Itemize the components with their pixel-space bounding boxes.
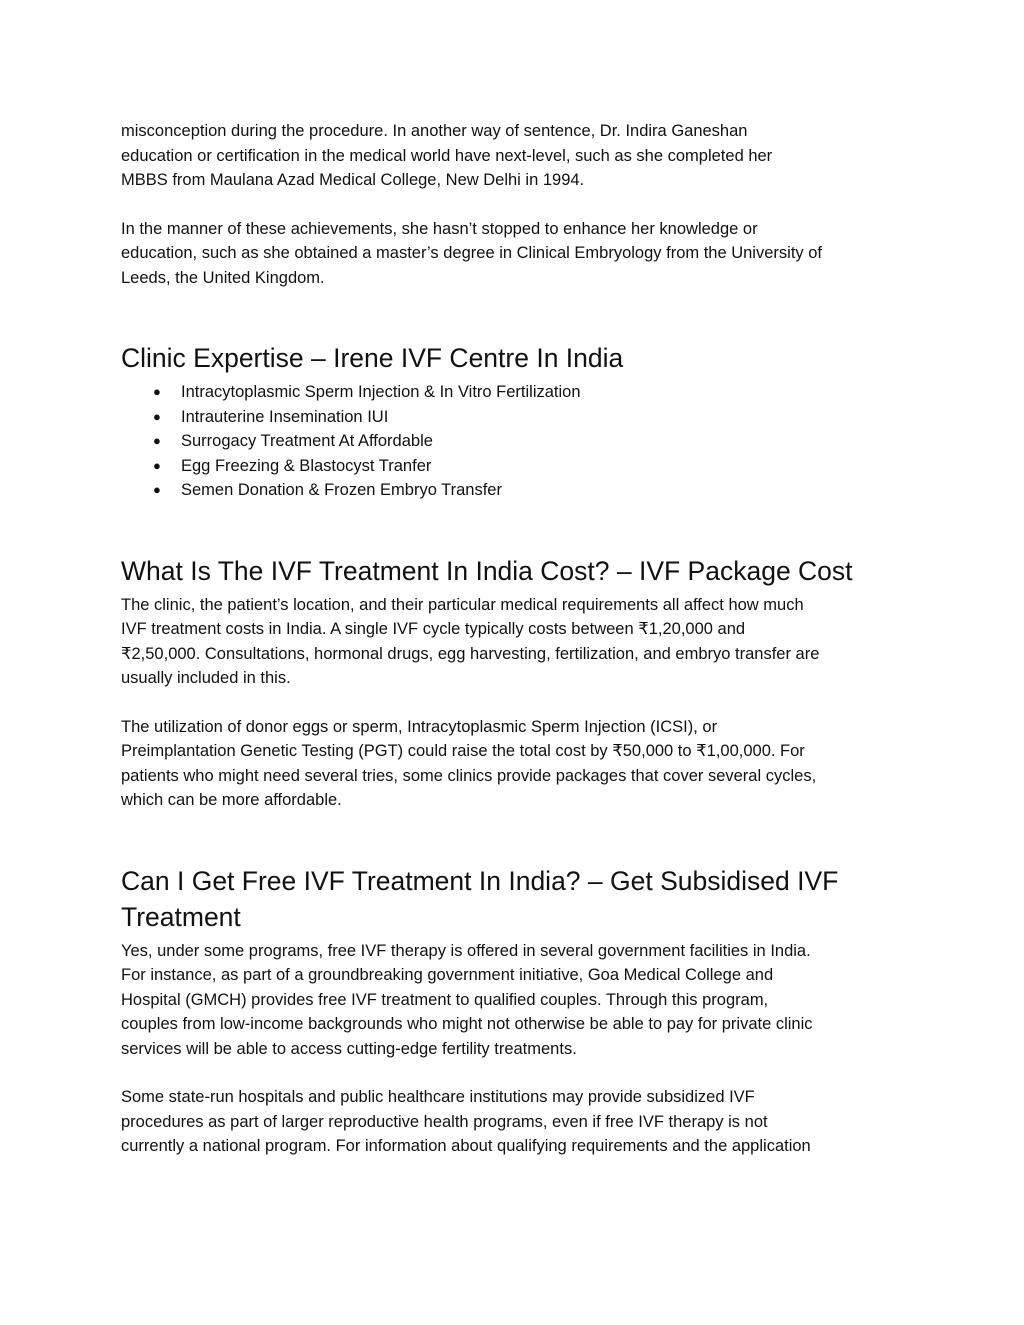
cost-paragraph-1: The clinic, the patient’s location, and their particular medical requirements all affect how much IVF treatment costs in India. A single IVF cycle typically costs between ₹1,20,000 and ₹2,50,000. Consultations, hormonal drugs, egg harvesting, fertilization, and embryo transfer are usually included in this.: [121, 595, 820, 687]
paragraph-spacer: [121, 691, 911, 715]
bullet-icon: ●: [153, 482, 161, 497]
bullet-icon: ●: [153, 408, 161, 424]
heading-clinic-expertise: Clinic Expertise – Irene IVF Centre In India: [121, 343, 624, 373]
list-item-label: Egg Freezing & Blastocyst Tranfer: [181, 456, 432, 475]
bullet-icon: ●: [153, 433, 161, 448]
list-item: [121, 429, 911, 454]
free-ivf-paragraph-1: Yes, under some programs, free IVF therapy is offered in several government facilities in India. For instance, as part of a groundbreaking government initiative, Goa Medical College and Hospital (GMCH) provides free IVF treatment to qualified couples. Through this program, couples from low-income backgrounds who might not otherwise be able to pay for private clinic services will be able to access cutting-edge fertility treatments.: [121, 941, 813, 1058]
section-spacer: [121, 503, 911, 553]
intro-paragraph-2: In the manner of these achievements, she hasn’t stopped to enhance her knowledge or education, such as she obtained a master’s degree in Clinical Embryology from the University of Leeds, the United Kingdom.: [121, 219, 822, 287]
intro-paragraph-1: misconception during the procedure. In another way of sentence, Dr. Indira Ganeshan education or certification in the medical world have next-level, such as she completed her MBBS from Maulana Azad Medical College, New Delhi in 1994.: [121, 122, 773, 189]
list-item-label: Intrauterine Insemination IUI: [181, 407, 389, 426]
section-spacer: [121, 813, 911, 863]
list-item-label: Semen Donation & Frozen Embryo Transfer: [181, 481, 502, 499]
bullet-icon: ●: [153, 384, 161, 399]
bullet-icon: ●: [153, 457, 161, 473]
paragraph-spacer: [121, 1061, 911, 1085]
heading-free-ivf: Can I Get Free IVF Treatment In India? – Get Subsidised IVF Treatment: [121, 865, 839, 932]
list-item: [121, 454, 911, 479]
cost-paragraph-2: The utilization of donor eggs or sperm, Intracytoplasmic Sperm Injection (ICSI), or Preimplantation Genetic Testing (PGT) could raise the total cost by ₹50,000 to ₹1,00,000. For patients who might need several tries, some clinics provide packages that cover several cycles, which can be more affordable.: [121, 717, 817, 809]
expertise-list: [121, 380, 911, 503]
section-spacer: [121, 290, 911, 340]
heading-ivf-cost: What Is The IVF Treatment In India Cost? – IVF Package Cost: [121, 555, 853, 586]
list-item: [121, 380, 911, 405]
list-item: [121, 478, 911, 503]
list-item-label: Intracytoplasmic Sperm Injection & In Vitro Fertilization: [181, 383, 581, 401]
free-ivf-paragraph-2: Some state-run hospitals and public healthcare institutions may provide subsidized IVF procedures as part of larger reproductive health programs, even if free IVF therapy is not currently a national program. For information about qualifying requirements and the application: [121, 1088, 811, 1155]
list-item-label: Surrogacy Treatment At Affordable: [181, 432, 433, 450]
paragraph-spacer: [121, 193, 911, 217]
list-item: [121, 405, 911, 430]
document-page: [121, 119, 911, 1159]
